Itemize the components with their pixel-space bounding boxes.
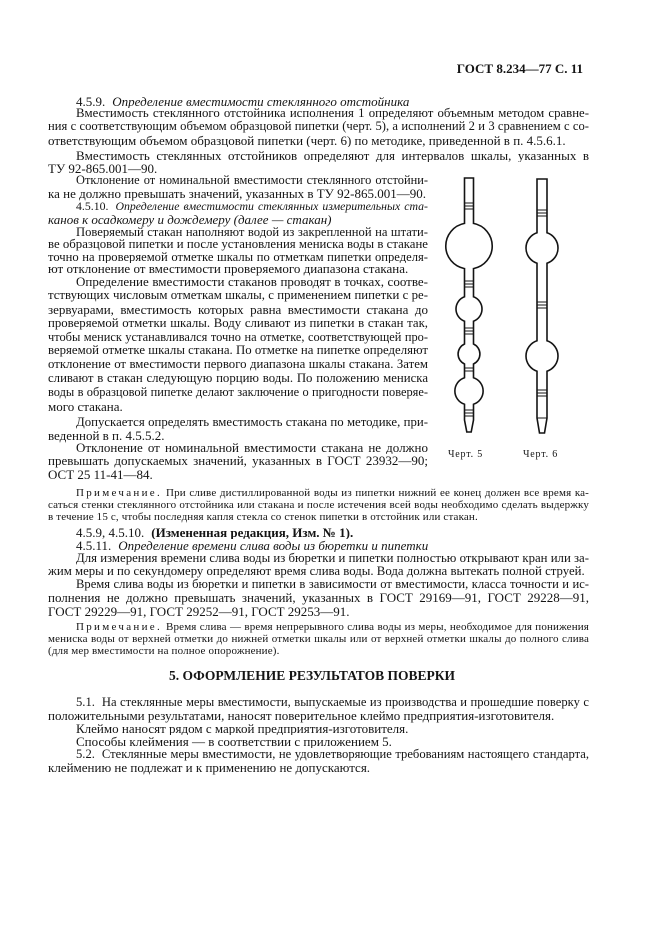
section-4-5-10-paragraph-1	[48, 226, 428, 276]
clause-title: Определение вместимости стеклянного отстойника	[112, 95, 410, 109]
text-line: превышать допускаемых значений, указанных в ГОСТ 23932—90;	[48, 454, 428, 468]
note-line	[48, 487, 589, 499]
amended-clauses: 4.5.9, 4.5.10.	[76, 526, 145, 540]
section-4-5-11-heading	[48, 539, 589, 552]
text-line: ка не должно превышать значений, указанных в ТУ 92-865.001—90.	[48, 187, 426, 201]
section-5-1-stamp-methods	[48, 735, 589, 748]
text-line: проверяемой отметки шкалы. Воду сливают из пипетки в стакан так,	[48, 316, 428, 330]
note-text: Время слива — время непрерывного слива воды из меры, необходимое для понижения	[166, 621, 589, 633]
section-4-5-9-paragraph-2	[48, 149, 589, 176]
page-header: ГОСТ 8.234—77 С. 11	[456, 61, 583, 76]
two-bulb-pipette-icon	[526, 179, 558, 433]
text-line: веряемой отметке шкалы стакана. По отметке на пипетке определяют	[48, 344, 428, 358]
text-line: чтобы мениск устанавливался точно на отметке, соответствующей про-	[48, 330, 428, 344]
section-4-5-10-heading	[48, 200, 428, 227]
text-line: жим меры и по секундомеру определяют время слива воды. Вода должна вытекать полной струей.	[48, 565, 585, 579]
text-line: Для измерения времени слива воды из бюретки и пипетки полностью открывают кран или за-	[76, 552, 589, 565]
clause-number: 4.5.11.	[76, 539, 112, 553]
text-line: ответствующим объемом образцовой пипетки (черт. 6) по методике, приведенной в п. 4.5.6.1.	[48, 133, 566, 148]
text-line	[48, 526, 589, 539]
text-line: клеймению не подлежат и к применению не допускаются.	[48, 761, 371, 775]
text-line: Способы клеймения — в соответствии с приложением 5.	[76, 735, 392, 749]
text-line: Допускается определять вместимость стакана по методике, при-	[76, 416, 428, 429]
heading-line	[48, 200, 428, 213]
text-line: положительными результатами, наносят поверительное клеймо предприятия-изготовителя.	[48, 709, 555, 723]
text-line: зервуарами, вместимость которых равна вместимости стакана до	[48, 302, 428, 317]
section-5-1-stamp-placement	[48, 722, 589, 735]
text-line	[48, 696, 589, 709]
clause-number: 5.1.	[76, 696, 95, 709]
figure-5-caption: Черт. 5	[448, 449, 484, 460]
text-line: ве образцовой пипетки и после установления мениска воды в стакане	[48, 238, 428, 251]
text-line: веденной в п. 4.5.5.2.	[48, 429, 165, 443]
text-line	[48, 748, 589, 761]
section-4-5-10-paragraph-3	[48, 416, 428, 443]
note-2	[48, 621, 589, 657]
note-1	[48, 487, 589, 523]
note-line: (для мер вместимости на полное опорожнение).	[48, 645, 280, 657]
section-5-1	[48, 696, 589, 723]
text-line: ГОСТ 29229—91, ГОСТ 29252—91, ГОСТ 29253—91.	[48, 604, 350, 619]
section-4-5-10-paragraph-2	[48, 275, 428, 414]
heading-line	[48, 539, 589, 552]
text-line: точно на проверяемой отметке шкалы по отметкам пипетки определя-	[48, 250, 428, 264]
note-line: саться стенки стеклянного отстойника или стакана и после истечения всей воды необходимо сделать выдержку	[48, 499, 589, 511]
text-line: воды в образцовой пипетке делают заключение о пригодности поверяе-	[48, 386, 428, 400]
heading-line: канов к осадкомеру и дождемеру (далее — стакан)	[48, 213, 332, 227]
text-line: тствующих числовым отметкам шкалы, с применением пипетки с ре-	[48, 288, 428, 302]
note-text: При сливе дистиллированной воды из пипетки нижний ее конец должен все время ка-	[166, 487, 589, 499]
clause-text: Стеклянные меры вместимости, не удовлетворяющие требованиям настоящего стандарта,	[101, 748, 589, 761]
section-5-heading: 5. ОФОРМЛЕНИЕ РЕЗУЛЬТАТОВ ПОВЕРКИ	[168, 668, 456, 683]
note-line	[48, 621, 589, 633]
figure-6-caption: Черт. 6	[523, 449, 559, 460]
clause-title: Определение вместимости стеклянных измерительных ста-	[115, 200, 428, 213]
section-4-5-11-paragraph-2	[48, 578, 589, 618]
text-line: Вместимость стеклянного отстойника исполнения 1 определяют объемным методом сравне-	[76, 107, 589, 120]
text-line: полнения не должно превышать значений, указанных в ГОСТ 29169—91, ГОСТ 29228—91,	[48, 591, 589, 605]
clause-number: 4.5.10.	[76, 200, 109, 213]
clause-number: 5.2.	[76, 748, 95, 761]
note-line: мениска воды от верхней отметки до нижней отметки шкалы или от верхней отметки шкалы до полного слива	[48, 633, 589, 645]
text-line: сливают в стакан следующую порцию воды. По положению мениска	[48, 372, 428, 386]
text-line: Отклонение от номинальной вместимости стакана не должно	[76, 441, 428, 455]
text-line: Отклонение от номинальной вместимости стеклянного отстойни-	[76, 174, 428, 187]
text-line: Определение вместимости стаканов проводят в точках, соотве-	[76, 275, 428, 289]
clause-number: 4.5.9.	[76, 95, 106, 109]
section-4-5-10-paragraph-4	[48, 441, 428, 481]
section-5-2	[48, 748, 589, 775]
section-4-5-11-paragraph-1	[48, 552, 589, 579]
text-line: Время слива воды из бюретки и пипетки в зависимости от вместимости, класса точности и ис-	[76, 578, 589, 591]
multi-bulb-pipette-icon	[446, 178, 492, 432]
text-line: Поверяемый стакан наполняют водой из закрепленной на штати-	[76, 226, 428, 239]
text-line: ОСТ 25 11-41—84.	[48, 467, 153, 482]
text-line: отклонение от вместимости первого диапазона шкалы стакана. Затем	[48, 358, 428, 372]
text-line: Клеймо наносят рядом с маркой предприятия-изготовителя.	[76, 722, 409, 736]
clause-text: На стеклянные меры вместимости, выпускаемые из производства и прошедшие поверку с	[101, 696, 589, 709]
text-line: ют отклонение от вместимости проверяемого диапазона стакана.	[48, 263, 409, 276]
note-line: в течение 15 с, чтобы последняя капля стекла со стенок пипетки в отстойник или стакан.	[48, 511, 478, 523]
section-4-5-9-paragraph-3	[48, 174, 428, 201]
text-line: ТУ 92-865.001—90.	[48, 162, 158, 176]
section-4-5-9-paragraph-1	[48, 107, 589, 147]
text-line: ния с соответствующим объемом образцовой пипетки (черт. 5), а исполнений 2 и 3 сравнением с со-	[48, 120, 589, 134]
amendment-text: (Измененная редакция, Изм. № 1).	[151, 526, 354, 540]
text-line: Вместимость стеклянных отстойников определяют для интервалов шкалы, указанных в	[76, 149, 589, 163]
amendment-line	[48, 526, 589, 539]
note-label: Примечание.	[76, 487, 163, 499]
clause-title: Определение времени слива воды из бюретки и пипетки	[118, 539, 429, 553]
text-line: мого стакана.	[48, 400, 123, 414]
note-label: Примечание.	[76, 621, 163, 633]
